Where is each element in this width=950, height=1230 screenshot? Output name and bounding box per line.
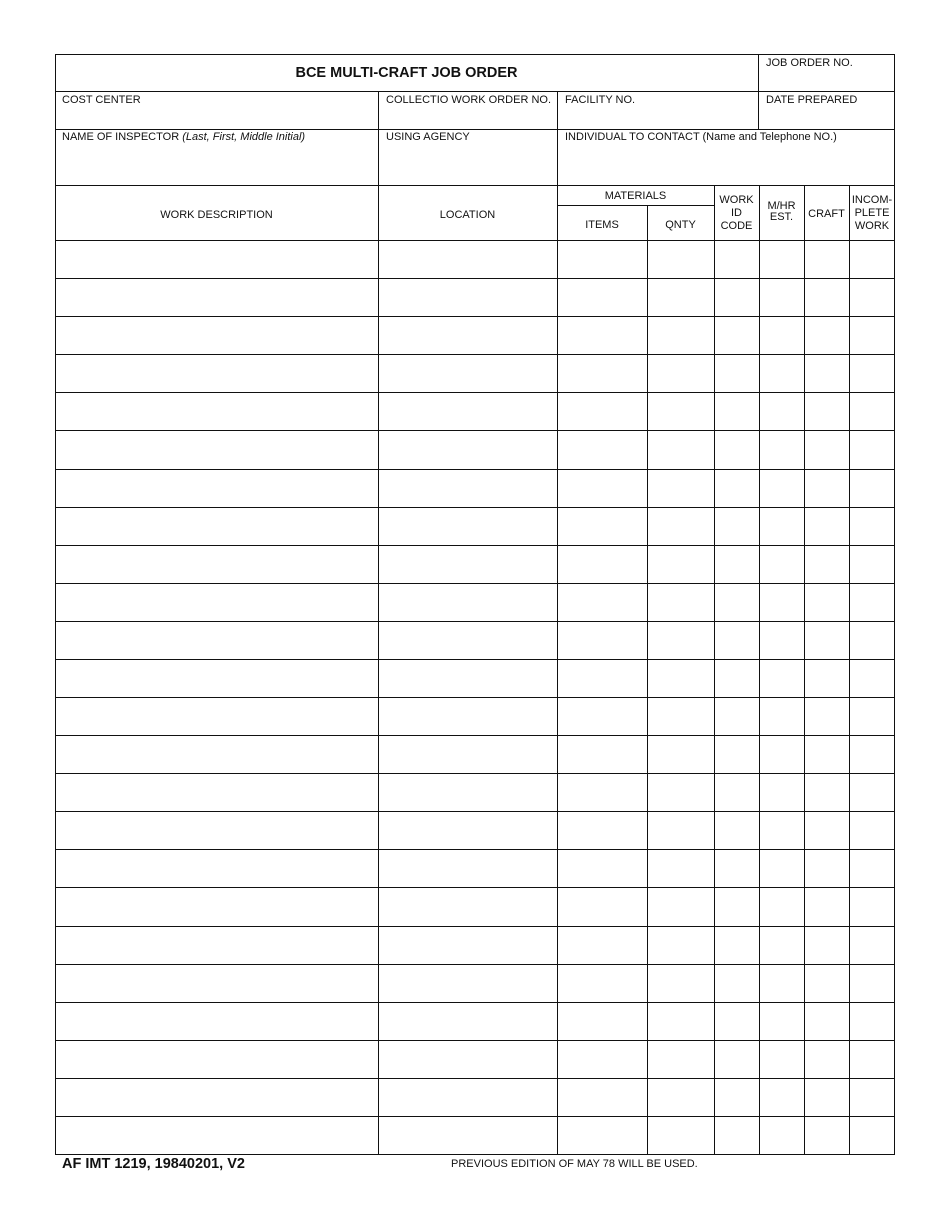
rule-header-1	[55, 91, 895, 92]
table-row-rule	[55, 849, 895, 850]
table-row-rule	[55, 773, 895, 774]
table-row-rule	[55, 583, 895, 584]
col-header-work-description: WORK DESCRIPTION	[160, 209, 273, 221]
incomplete-line-3: WORK	[854, 220, 890, 232]
rule-v-col3-top	[557, 91, 558, 185]
table-row-rule	[55, 1116, 895, 1117]
table-row-rule	[55, 469, 895, 470]
collectio-work-order-label: COLLECTIO WORK ORDER NO.	[386, 94, 552, 106]
edition-note: PREVIOUS EDITION OF MAY 78 WILL BE USED.	[451, 1158, 698, 1170]
table-row-rule	[55, 811, 895, 812]
table-row-rule	[55, 659, 895, 660]
col-header-location: LOCATION	[439, 209, 496, 221]
cost-center-label: COST CENTER	[62, 94, 141, 106]
col-line-mhr	[759, 185, 760, 1154]
table-row-rule	[55, 316, 895, 317]
col-header-craft: CRAFT	[808, 208, 845, 220]
rule-v-col2-top	[378, 91, 379, 185]
table-row-rule	[55, 697, 895, 698]
col-header-mhr-est	[759, 201, 804, 223]
rule-header-2	[55, 129, 895, 130]
work-id-code-line-1: WORK	[719, 194, 754, 206]
col-header-materials: MATERIALS	[604, 190, 667, 202]
col-line-items	[557, 185, 558, 1154]
form-title: BCE MULTI-CRAFT JOB ORDER	[295, 65, 518, 81]
col-line-incomplete	[849, 185, 850, 1154]
table-row-rule	[55, 926, 895, 927]
table-row-rule	[55, 430, 895, 431]
using-agency-label: USING AGENCY	[386, 131, 470, 143]
form-id: AF IMT 1219, 19840201, V2	[62, 1156, 245, 1172]
col-header-qnty: QNTY	[665, 219, 696, 231]
table-row-rule	[55, 545, 895, 546]
incomplete-line-1: INCOM-	[851, 194, 893, 206]
table-row-rule	[55, 278, 895, 279]
col-header-incomplete-work	[849, 194, 895, 233]
table-row-rule	[55, 392, 895, 393]
mhr-est-line-2: EST.	[769, 211, 794, 223]
table-row-rule	[55, 964, 895, 965]
table-row-rule	[55, 735, 895, 736]
mhr-est-line-1: M/HR	[767, 200, 796, 212]
facility-no-label: FACILITY NO.	[565, 94, 636, 106]
rule-column-header	[55, 240, 895, 241]
col-header-work-id-code	[714, 194, 759, 233]
table-row-rule	[55, 507, 895, 508]
col-header-items: ITEMS	[585, 219, 619, 231]
table-row-rule	[55, 1002, 895, 1003]
inspector-label	[62, 131, 305, 144]
rule-v-job-order	[758, 54, 759, 129]
inspector-label-hint: (Last, First, Middle Initial)	[182, 131, 306, 143]
col-line-qnty	[647, 205, 648, 1154]
table-row-rule	[55, 887, 895, 888]
inspector-label-text: NAME OF INSPECTOR	[62, 131, 180, 143]
rule-materials	[557, 205, 714, 206]
table-row-rule	[55, 354, 895, 355]
incomplete-line-2: PLETE	[854, 207, 890, 219]
table-row-rule	[55, 1078, 895, 1079]
rule-header-3	[55, 185, 895, 186]
col-line-location	[378, 185, 379, 1154]
job-order-no-label: JOB ORDER NO.	[766, 57, 853, 69]
table-row-rule	[55, 1040, 895, 1041]
work-id-code-line-3: CODE	[720, 220, 753, 232]
table-row-rule	[55, 621, 895, 622]
work-id-code-line-2: ID	[731, 207, 742, 219]
date-prepared-label: DATE PREPARED	[766, 94, 858, 106]
col-line-work-id	[714, 185, 715, 1154]
contact-label: INDIVIDUAL TO CONTACT (Name and Telephone NO.)	[565, 131, 837, 143]
col-line-craft	[804, 185, 805, 1154]
